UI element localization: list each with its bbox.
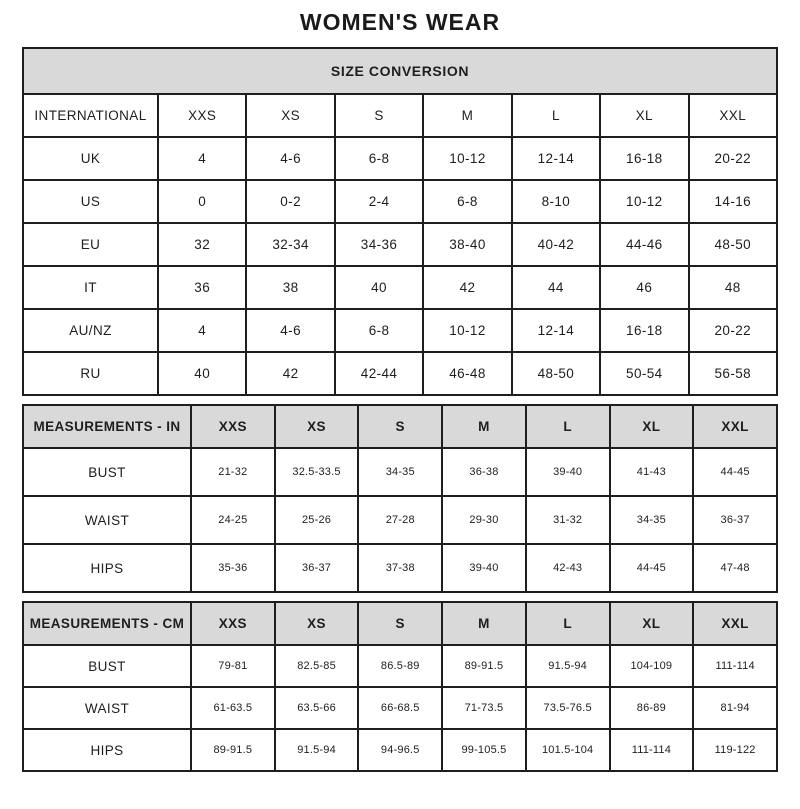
row-label-cell: HIPS [23, 544, 191, 592]
value-cell: 42-44 [335, 352, 423, 395]
value-cell: 44-45 [610, 544, 694, 592]
value-cell: 40 [158, 352, 246, 395]
column-header-cell: S [335, 94, 423, 137]
value-cell: 14-16 [689, 180, 777, 223]
table-row [23, 137, 777, 180]
table-row [23, 729, 777, 771]
table-row [23, 352, 777, 395]
value-cell: 31-32 [526, 496, 610, 544]
value-cell: 4-6 [246, 137, 334, 180]
column-header-cell: XS [275, 405, 359, 448]
column-header-cell: XXS [191, 405, 275, 448]
value-cell: 34-35 [610, 496, 694, 544]
column-header-cell: XXS [158, 94, 246, 137]
value-cell: 46 [600, 266, 688, 309]
value-cell: 27-28 [358, 496, 442, 544]
value-cell: 111-114 [610, 729, 694, 771]
value-cell: 119-122 [693, 729, 777, 771]
column-header-cell: XS [275, 602, 359, 645]
value-cell: 86-89 [610, 687, 694, 729]
value-cell: 48 [689, 266, 777, 309]
value-cell: 66-68.5 [358, 687, 442, 729]
value-cell: 36-38 [442, 448, 526, 496]
value-cell: 99-105.5 [442, 729, 526, 771]
table-row [23, 180, 777, 223]
column-header-cell: M [442, 602, 526, 645]
value-cell: 94-96.5 [358, 729, 442, 771]
row-label-cell: US [23, 180, 158, 223]
value-cell: 104-109 [610, 645, 694, 687]
value-cell: 16-18 [600, 309, 688, 352]
value-cell: 111-114 [693, 645, 777, 687]
value-cell: 12-14 [512, 137, 600, 180]
column-header-cell: XXL [693, 602, 777, 645]
value-cell: 41-43 [610, 448, 694, 496]
value-cell: 38-40 [423, 223, 511, 266]
value-cell: 10-12 [600, 180, 688, 223]
value-cell: 81-94 [693, 687, 777, 729]
size-conversion-table [22, 47, 778, 396]
value-cell: 16-18 [600, 137, 688, 180]
value-cell: 42 [246, 352, 334, 395]
measurements-cm-header-label: MEASUREMENTS - CM [23, 602, 191, 645]
table-row [23, 544, 777, 592]
value-cell: 6-8 [335, 137, 423, 180]
value-cell: 40 [335, 266, 423, 309]
value-cell: 36 [158, 266, 246, 309]
table-row [23, 448, 777, 496]
value-cell: 0 [158, 180, 246, 223]
value-cell: 47-48 [693, 544, 777, 592]
row-label-cell: UK [23, 137, 158, 180]
value-cell: 71-73.5 [442, 687, 526, 729]
table-row [23, 687, 777, 729]
value-cell: 82.5-85 [275, 645, 359, 687]
value-cell: 42 [423, 266, 511, 309]
measurements-cm-table [22, 601, 778, 772]
value-cell: 10-12 [423, 137, 511, 180]
value-cell: 21-32 [191, 448, 275, 496]
value-cell: 4 [158, 309, 246, 352]
column-header-cell: S [358, 405, 442, 448]
value-cell: 34-35 [358, 448, 442, 496]
row-label-cell: WAIST [23, 687, 191, 729]
value-cell: 79-81 [191, 645, 275, 687]
row-label-cell: EU [23, 223, 158, 266]
row-label-cell: BUST [23, 448, 191, 496]
column-header-cell: XXL [693, 405, 777, 448]
value-cell: 20-22 [689, 309, 777, 352]
table-row [23, 223, 777, 266]
size-conversion-caption: SIZE CONVERSION [23, 48, 777, 94]
row-label-cell: IT [23, 266, 158, 309]
measurements-in-header-label: MEASUREMENTS - IN [23, 405, 191, 448]
value-cell: 39-40 [526, 448, 610, 496]
value-cell: 89-91.5 [191, 729, 275, 771]
value-cell: 86.5-89 [358, 645, 442, 687]
column-header-cell: XXS [191, 602, 275, 645]
column-header-cell: S [358, 602, 442, 645]
column-header-cell: L [512, 94, 600, 137]
value-cell: 8-10 [512, 180, 600, 223]
value-cell: 0-2 [246, 180, 334, 223]
row-label-cell: AU/NZ [23, 309, 158, 352]
value-cell: 61-63.5 [191, 687, 275, 729]
column-header-cell: L [526, 602, 610, 645]
value-cell: 6-8 [423, 180, 511, 223]
column-header-cell: XS [246, 94, 334, 137]
column-header-cell: XL [610, 602, 694, 645]
value-cell: 6-8 [335, 309, 423, 352]
value-cell: 32.5-33.5 [275, 448, 359, 496]
column-header-cell: XL [610, 405, 694, 448]
value-cell: 44 [512, 266, 600, 309]
table-row [23, 309, 777, 352]
value-cell: 38 [246, 266, 334, 309]
value-cell: 10-12 [423, 309, 511, 352]
value-cell: 91.5-94 [275, 729, 359, 771]
table-row [23, 496, 777, 544]
value-cell: 20-22 [689, 137, 777, 180]
column-header-cell: M [423, 94, 511, 137]
row-label-cell: RU [23, 352, 158, 395]
value-cell: 34-36 [335, 223, 423, 266]
value-cell: 4 [158, 137, 246, 180]
value-cell: 12-14 [512, 309, 600, 352]
value-cell: 73.5-76.5 [526, 687, 610, 729]
value-cell: 101.5-104 [526, 729, 610, 771]
value-cell: 91.5-94 [526, 645, 610, 687]
value-cell: 48-50 [689, 223, 777, 266]
table-row [23, 266, 777, 309]
value-cell: 48-50 [512, 352, 600, 395]
column-header-cell: XXL [689, 94, 777, 137]
value-cell: 63.5-66 [275, 687, 359, 729]
value-cell: 39-40 [442, 544, 526, 592]
value-cell: 46-48 [423, 352, 511, 395]
value-cell: 37-38 [358, 544, 442, 592]
page-title: WOMEN'S WEAR [299, 9, 501, 35]
value-cell: 36-37 [693, 496, 777, 544]
value-cell: 32-34 [246, 223, 334, 266]
value-cell: 42-43 [526, 544, 610, 592]
value-cell: 56-58 [689, 352, 777, 395]
column-header-cell: XL [600, 94, 688, 137]
value-cell: 50-54 [600, 352, 688, 395]
size-chart-tables [0, 47, 800, 772]
value-cell: 2-4 [335, 180, 423, 223]
row-label-cell: HIPS [23, 729, 191, 771]
column-header-cell: L [526, 405, 610, 448]
value-cell: 89-91.5 [442, 645, 526, 687]
row-label-cell: BUST [23, 645, 191, 687]
value-cell: 24-25 [191, 496, 275, 544]
value-cell: 25-26 [275, 496, 359, 544]
measurements-in-table [22, 404, 778, 593]
table-row [23, 645, 777, 687]
value-cell: 32 [158, 223, 246, 266]
value-cell: 44-45 [693, 448, 777, 496]
value-cell: 44-46 [600, 223, 688, 266]
value-cell: 4-6 [246, 309, 334, 352]
value-cell: 40-42 [512, 223, 600, 266]
row-label-cell: WAIST [23, 496, 191, 544]
value-cell: 36-37 [275, 544, 359, 592]
size-conversion-header-label: INTERNATIONAL [23, 94, 158, 137]
value-cell: 35-36 [191, 544, 275, 592]
column-header-cell: M [442, 405, 526, 448]
value-cell: 29-30 [442, 496, 526, 544]
